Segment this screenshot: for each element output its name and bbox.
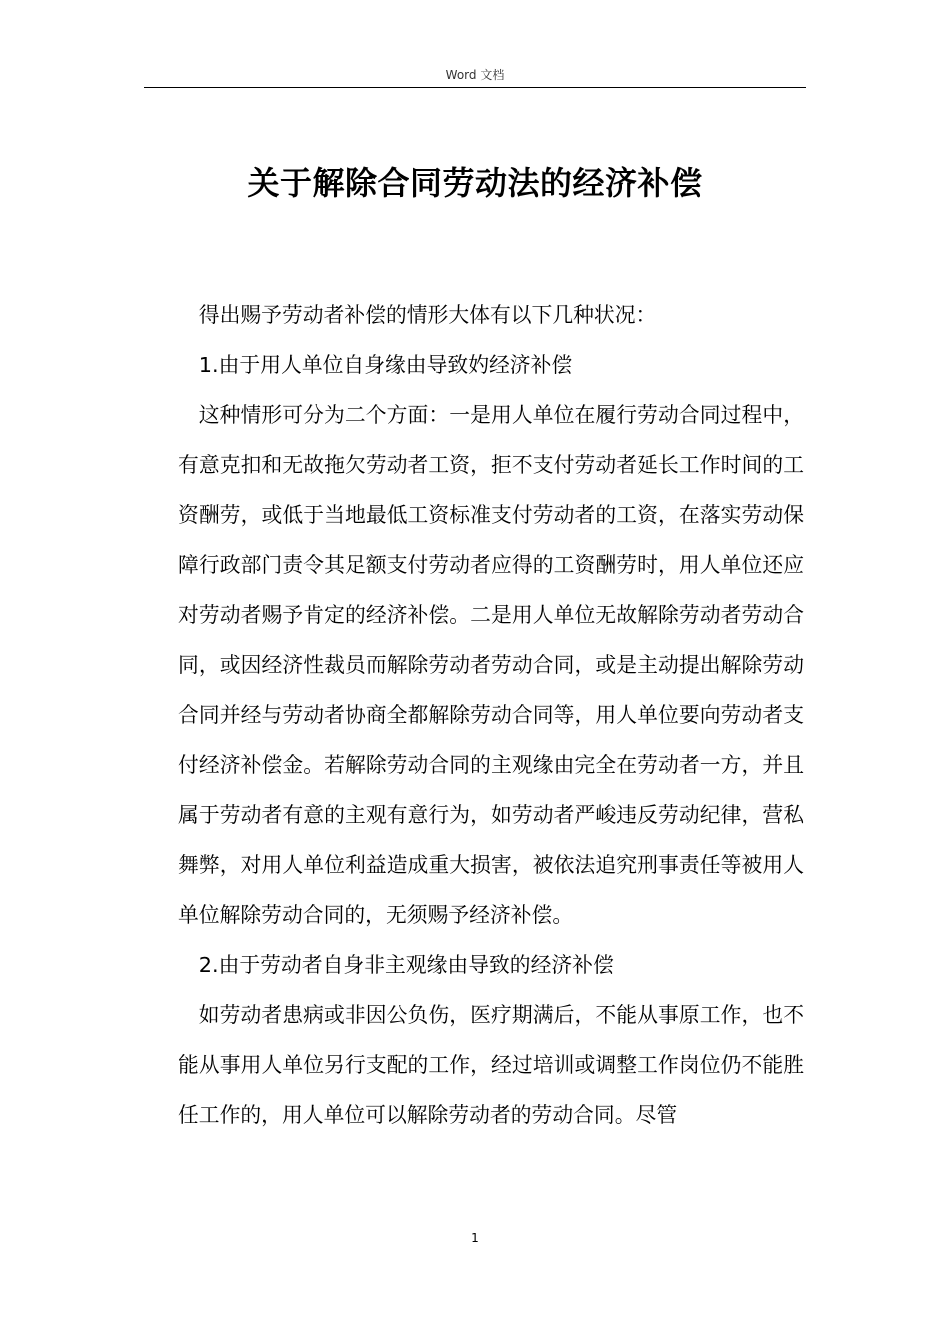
paragraph-body-2: 如劳动者患病或非因公负伤，医疗期满后，不能从事原工作，也不能从事用人单位另行支配的工作，经过培训或调整工作岗位仍不能胜任工作的，用人单位可以解除劳动者的劳动合同。尽管: [178, 1003, 804, 1127]
page-number: 1: [471, 1231, 479, 1245]
page-header: Word 文档: [445, 68, 505, 82]
header-divider: [144, 87, 806, 88]
paragraph-intro: 得出赐予劳动者补偿的情形大体有以下几种状况：: [198, 303, 657, 327]
paragraph-heading-1: 1.由于用人单位自身缘由导致妁经济补偿: [198, 353, 573, 377]
document-body: [178, 290, 804, 1140]
document-title: 关于解除合同劳动法的经济补偿: [247, 164, 703, 202]
paragraph-heading-2: 2.由于劳动者自身非主观缘由导致的经济补偿: [198, 953, 614, 977]
paragraph-body-1: 这种情形可分为二个方面：一是用人单位在履行劳动合同过程中，有意克扣和无故拖欠劳动者工资，拒不支付劳动者延长工作时间的工资酬劳，或低于当地最低工资标准支付劳动者的工资，在落实劳动保障行政部门责令其足额支付劳动者应得的工资酬劳时，用人单位还应对劳动者赐予肯定的经济补偿。二是用人单位无故解除劳动者劳动合同，或因经济性裁员而解除劳动者劳动合同，或是主动提出解除劳动合同并经与劳动者协商全都解除劳动合同等，用人单位要向劳动者支付经济补偿金。若解除劳动合同的主观缘由完全在劳动者一方，并且属于劳动者有意的主观有意行为，如劳动者严峻违反劳动纪律，营私舞弊，对用人单位利益造成重大损害，被依法追究刑事责任等被用人单位解除劳动合同的，无须赐予经济补偿。: [178, 403, 804, 927]
